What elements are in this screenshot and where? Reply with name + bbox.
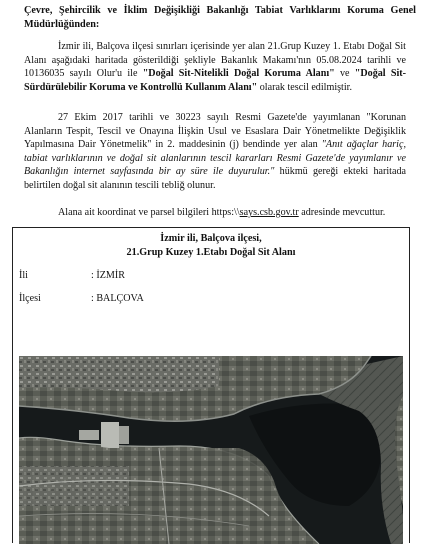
box-title-line: 21.Grup Kuzey 1.Etabı Doğal Sit Alanı xyxy=(126,246,296,258)
regulation-quote: "Anıt ağaçlar hariç, tabiat varlıklarının ve doğal sit alanlarının tescil kararları Resmi Gazete'de yayımlanır ve Bakanlığın internet sayfasında bir ay süre ile duyurulur." xyxy=(24,139,406,178)
paragraph-registration xyxy=(24,40,406,94)
category-name: "Doğal Sit-Nitelikli Doğal Koruma Alanı" xyxy=(142,68,335,80)
paragraph-text: ve xyxy=(334,68,355,80)
paragraph-text: hükmü gereği ekteki haritada belirtilen doğal sit alanının tescili tebliğ olunur. xyxy=(24,166,406,191)
field-label: İli xyxy=(19,270,28,281)
paragraph-text: İzmir ili, Balçova ilçesi sınırları içerisinde yer alan 21.Grup Kuzey 1. Etabı Doğal Sit Alanı aşağıdaki haritada gösterildiği şekliyle Bakanlık Makamı'nın 05.08.2024 tarihli ve 10136035 sayılı Olur'u ile xyxy=(24,41,406,80)
field-value: : BALÇOVA xyxy=(91,293,144,304)
paragraph-text: Alana ait koordinat ve parsel bilgileri https:\\ xyxy=(58,207,240,218)
announcement-heading: Çevre, Şehircilik ve İklim Değişikliği Bakanlığı Tabiat Varlıklarını Koruma Genel Müdürlüğünden: xyxy=(24,5,416,30)
field-value: : İZMİR xyxy=(91,270,125,281)
satellite-map-image xyxy=(19,356,403,544)
field-label: İlçesi xyxy=(19,293,41,304)
paragraph-text: adresinde mevcuttur. xyxy=(298,207,386,218)
site-info-box xyxy=(12,227,410,543)
paragraph-coordinates xyxy=(24,206,406,220)
satellite-map xyxy=(19,356,403,544)
category-name: "Doğal Sit-Sürdürülebilir Koruma ve Kontrollü Kullanım Alanı" xyxy=(24,68,406,93)
paragraph-regulation xyxy=(24,111,406,193)
website-link[interactable]: says.csb.gov.tr xyxy=(239,207,299,218)
box-title-line: İzmir ili, Balçova ilçesi, xyxy=(160,233,262,244)
paragraph-text: olarak tescil edilmiştir. xyxy=(257,81,352,93)
paragraph-text: 27 Ekim 2017 tarihli ve 30223 sayılı Resmi Gazete'de yayımlanan "Korunan Alanların Tespit, Tescil ve Onayına İlişkin Usul ve Esaslara Dair Yönetmelikte Değişiklik Yapılmasına Dair Yönetmelik" in 2. maddesinin (j) bendinde yer alan xyxy=(24,112,406,151)
box-title xyxy=(13,232,409,259)
